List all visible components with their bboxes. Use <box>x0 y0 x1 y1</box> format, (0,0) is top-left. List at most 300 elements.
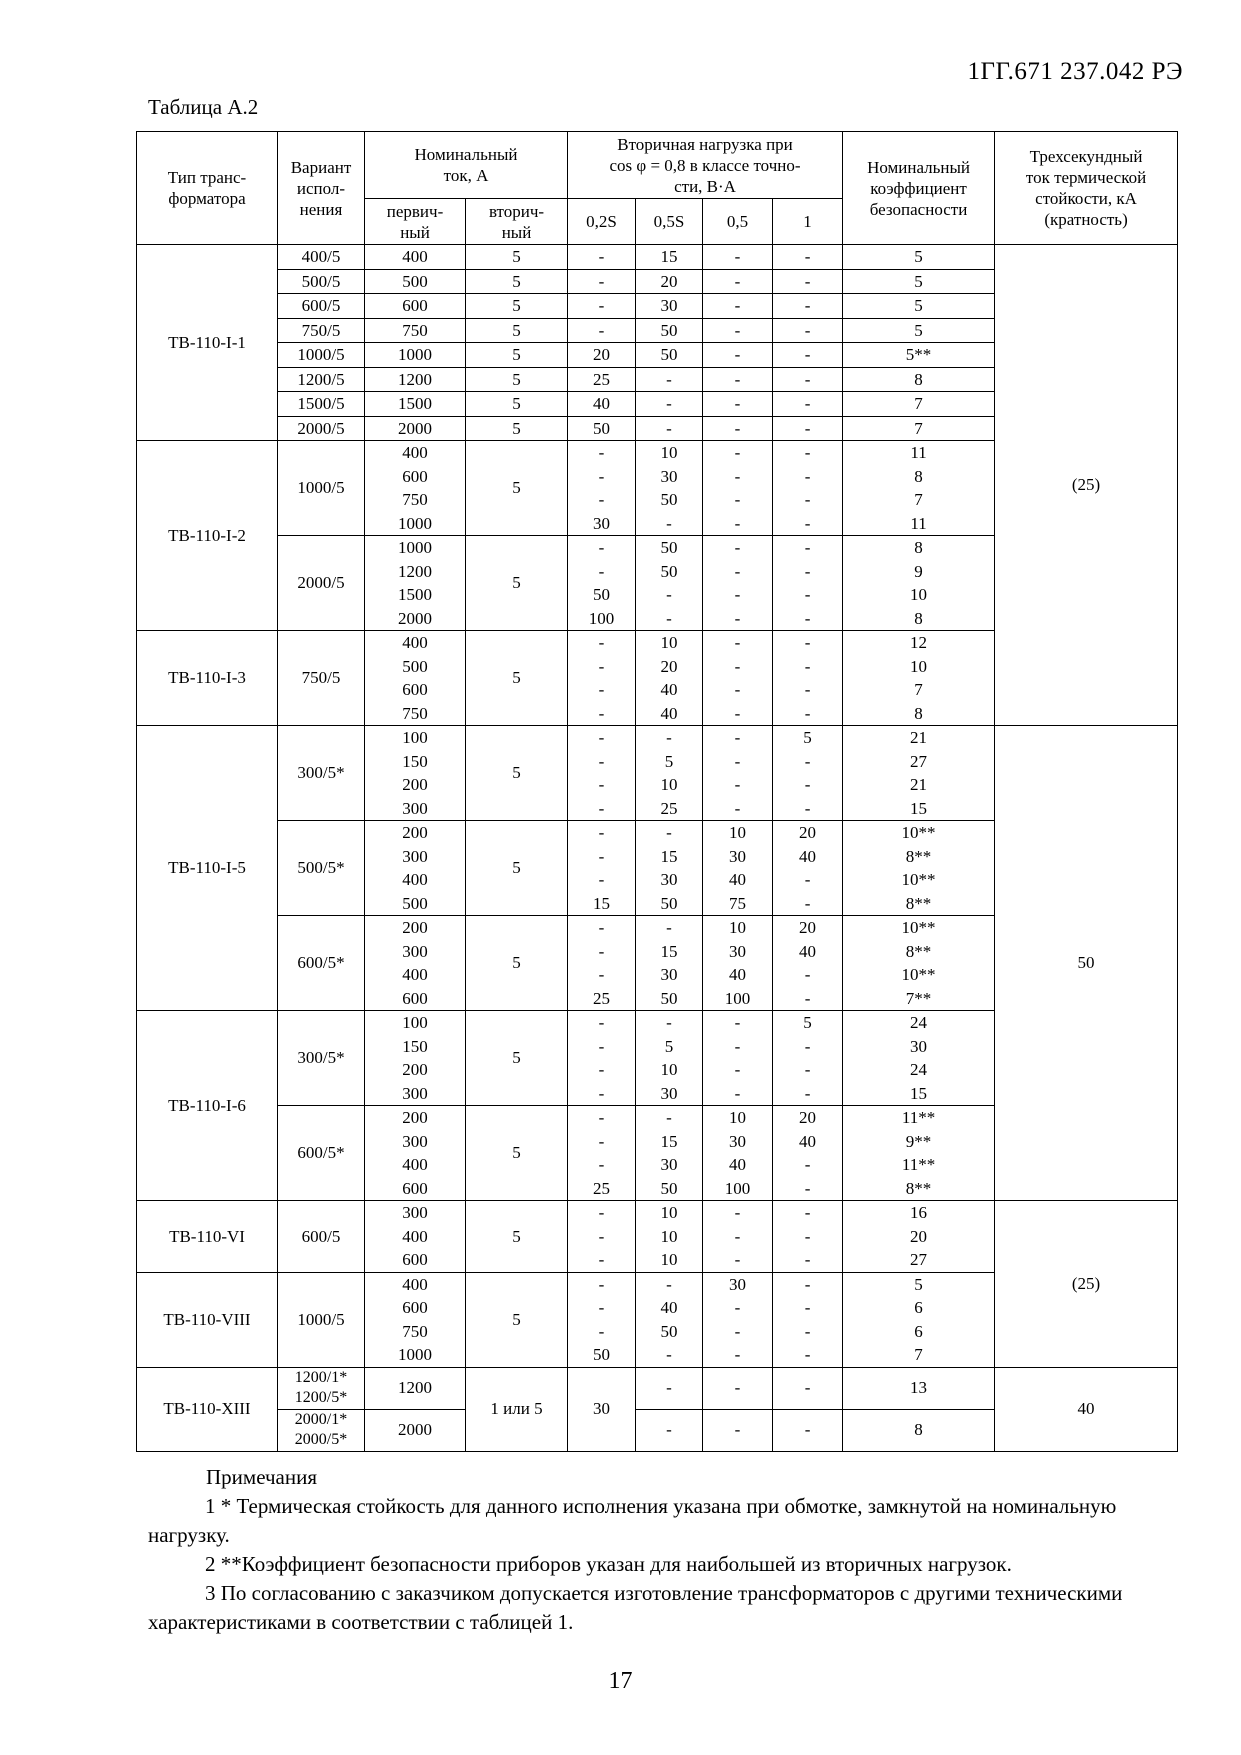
load-1-value: - <box>804 320 811 340</box>
load-1-cell <box>773 367 843 392</box>
load-0-2s-value: - <box>598 1298 605 1317</box>
load-0-5-value: 100 <box>724 1178 751 1198</box>
primary-current-value: 300 <box>402 846 428 866</box>
load-0-5-value: - <box>734 513 741 533</box>
primary-current-value: 100 <box>402 728 428 747</box>
load-0-5-cell: - <box>703 1409 773 1451</box>
safety-factor-value: 9** <box>905 1131 932 1151</box>
load-1-value: - <box>804 585 811 604</box>
secondary-current-cell: 5 <box>466 441 568 536</box>
load-0-5s-cell <box>636 1272 703 1367</box>
load-1-value: - <box>804 775 811 794</box>
safety-factor-value: 11** <box>901 1155 936 1174</box>
load-0-2s-value: 50 <box>593 585 610 604</box>
secondary-current-cell: 5 <box>466 631 568 726</box>
load-0-2s-cell <box>568 1201 636 1273</box>
header-primary-line: первич- <box>386 201 444 221</box>
load-1-cell <box>773 343 843 368</box>
load-0-2s-value: - <box>598 1226 605 1246</box>
load-0-2s-value: - <box>598 1060 605 1079</box>
safety-factor-value: 20 <box>910 1226 928 1246</box>
primary-current-value: 600 <box>402 680 428 699</box>
load-0-2s-value: - <box>598 271 605 291</box>
primary-current-value: 1000 <box>398 513 432 533</box>
load-0-5-cell <box>703 245 773 270</box>
load-1-cell <box>773 269 843 294</box>
header-class-0-5 <box>703 199 773 245</box>
load-0-5s-value: 15 <box>660 846 678 866</box>
load-0-5-value: - <box>734 751 741 771</box>
load-0-5s-value: 15 <box>660 247 678 266</box>
primary-current-value: 200 <box>402 823 428 842</box>
load-0-5s-value: 10 <box>660 443 678 462</box>
load-0-5s-value: 30 <box>660 1155 678 1174</box>
load-1-value: - <box>804 1226 811 1246</box>
load-1-value: 5 <box>803 728 812 747</box>
load-0-2s-value: - <box>598 656 605 676</box>
load-0-2s-value: - <box>598 633 605 652</box>
load-0-5-cell <box>703 294 773 319</box>
load-0-5s-value: 10 <box>660 1226 678 1246</box>
load-1-value: - <box>804 443 811 462</box>
header-primary <box>365 199 466 245</box>
load-0-5-cell <box>703 343 773 368</box>
safety-factor-value: 5 <box>914 320 923 340</box>
load-0-2s-cell <box>568 726 636 821</box>
variant-cell: 300/5* <box>278 1011 365 1106</box>
load-0-5-value: - <box>734 775 741 794</box>
variant-cell: 1200/5 <box>278 367 365 392</box>
header-safety-line: безопасности <box>869 199 968 219</box>
primary-current-cell <box>365 631 466 726</box>
page-number: 17 <box>608 1668 633 1694</box>
load-0-5-value: 40 <box>729 965 746 984</box>
load-0-5s-value: - <box>666 394 672 413</box>
primary-current-value: 400 <box>402 443 428 462</box>
load-1-cell: - <box>773 1409 843 1451</box>
variant-cell: 500/5* <box>278 821 365 916</box>
transformer-type: ТВ-110-I-5 <box>137 726 278 1011</box>
load-0-2s-value: - <box>598 1013 605 1032</box>
load-0-2s-cell <box>568 916 636 1011</box>
header-nominal-current <box>365 132 568 199</box>
primary-current-cell <box>365 245 466 270</box>
secondary-current-cell: 5 <box>466 416 568 441</box>
load-1-cell <box>773 416 843 441</box>
header-variant-line: испол- <box>296 178 346 198</box>
note-2: 2 **Коэффициент безопасности приборов указан для наибольшей из вторичных нагрузок. <box>205 1552 1012 1576</box>
thermal-current-cell: 50 <box>995 726 1178 1201</box>
safety-factor-value: 7 <box>914 490 923 509</box>
safety-factor-cell <box>843 726 995 821</box>
header-class-0-2s-line: 0,2S <box>586 212 617 231</box>
load-1-cell <box>773 821 843 916</box>
load-0-5-value: - <box>734 1345 741 1364</box>
primary-current-value: 1500 <box>398 394 432 413</box>
variant-cell: 600/5* <box>278 1106 365 1201</box>
safety-factor-value: 27 <box>910 1250 928 1269</box>
load-0-5s-value: - <box>666 513 672 533</box>
load-0-2s-value: - <box>598 466 605 486</box>
safety-factor-cell <box>843 441 995 536</box>
safety-factor-value: 5 <box>914 271 923 291</box>
primary-current-value: 750 <box>402 703 428 723</box>
safety-factor-value: 12 <box>910 633 928 652</box>
load-0-5-value: - <box>734 1060 741 1079</box>
safety-factor-cell <box>843 294 995 319</box>
load-0-2s-value: - <box>598 1131 605 1151</box>
safety-factor-value: 5 <box>914 296 923 315</box>
transformer-type: ТВ-110-I-2 <box>137 441 278 631</box>
header-type-line: Тип транс- <box>167 168 247 187</box>
header-variant <box>278 132 365 245</box>
load-1-value: - <box>804 1321 811 1341</box>
notes-title: Примечания <box>206 1465 318 1489</box>
table-body <box>137 245 1178 1452</box>
load-1-cell <box>773 1272 843 1367</box>
document-code: 1ГГ.671 237.042 РЭ <box>967 58 1183 85</box>
header-class-1-line: 1 <box>803 212 812 231</box>
safety-factor-value: 10** <box>901 965 936 984</box>
primary-current-value: 100 <box>402 1013 428 1032</box>
primary-current-cell: 1200 <box>365 1367 466 1409</box>
load-0-2s-value: - <box>598 846 605 866</box>
secondary-current-cell: 5 <box>466 916 568 1011</box>
load-0-2s-value: - <box>598 680 605 699</box>
primary-current-value: 500 <box>402 656 428 676</box>
load-0-2s-value: - <box>598 775 605 794</box>
load-0-5s-value: - <box>666 1274 672 1294</box>
transformer-type: ТВ-110-VI <box>137 1201 278 1273</box>
load-0-5-value: 10 <box>729 918 746 937</box>
safety-factor-value: 11** <box>901 1108 936 1127</box>
safety-factor-value: 8 <box>914 608 923 628</box>
primary-current-value: 150 <box>402 751 428 771</box>
load-0-2s-cell: 30 <box>568 1367 636 1451</box>
primary-current-value: 1000 <box>398 538 432 557</box>
load-1-cell <box>773 392 843 417</box>
load-1-cell <box>773 631 843 726</box>
load-1-cell <box>773 441 843 536</box>
load-0-5s-value: 20 <box>660 656 678 676</box>
safety-factor-value: 15 <box>910 798 928 818</box>
header-load <box>568 132 843 199</box>
load-0-2s-value: - <box>598 538 605 557</box>
primary-current-value: 200 <box>402 775 428 794</box>
load-0-5s-cell <box>636 416 703 441</box>
load-0-2s-value: - <box>598 296 605 315</box>
load-0-2s-value: - <box>598 870 605 889</box>
load-0-5s-value: 10 <box>660 775 678 794</box>
header-class-0-5s-line: 0,5S <box>653 212 685 231</box>
load-0-5-value: - <box>734 1013 741 1032</box>
primary-current-value: 2000 <box>398 418 432 438</box>
secondary-current-cell: 5 <box>466 536 568 631</box>
load-0-5-value: - <box>734 490 741 509</box>
load-0-5s-value: 25 <box>660 798 678 818</box>
spec-table-container <box>136 131 1177 1452</box>
load-0-5s-value: 50 <box>660 345 678 364</box>
safety-factor-value: 8 <box>914 703 923 723</box>
primary-current-cell <box>365 343 466 368</box>
load-0-5-value: - <box>734 296 741 315</box>
load-0-5s-value: 5 <box>664 751 674 771</box>
safety-factor-value: 8 <box>914 538 923 557</box>
load-0-5s-value: 30 <box>660 296 678 315</box>
safety-factor-cell <box>843 392 995 417</box>
primary-current-value: 1200 <box>398 369 432 389</box>
header-type <box>137 132 278 245</box>
primary-current-cell <box>365 441 466 536</box>
variant-cell: 1000/5 <box>278 343 365 368</box>
load-1-value: - <box>804 1274 811 1294</box>
load-1-value: - <box>804 296 811 315</box>
header-load-line: сти, В·А <box>674 176 736 196</box>
load-0-5s-value: 30 <box>660 965 678 984</box>
load-0-5-value: 10 <box>729 823 746 842</box>
primary-current-value: 1000 <box>398 1345 432 1364</box>
secondary-current-cell: 5 <box>466 1106 568 1201</box>
header-primary-line: ный <box>400 222 430 242</box>
load-0-5s-value: 40 <box>660 1298 678 1317</box>
load-0-2s-value: - <box>598 1155 605 1174</box>
load-0-5-value: - <box>734 561 741 581</box>
load-0-5-cell <box>703 318 773 343</box>
load-0-2s-cell <box>568 343 636 368</box>
safety-factor-value: 30 <box>910 1036 928 1056</box>
safety-factor-value: 8** <box>905 1178 932 1198</box>
header-variant-line: Вариант <box>290 157 352 177</box>
load-0-5s-cell <box>636 1011 703 1106</box>
load-0-5s-value: 10 <box>660 1250 678 1269</box>
load-1-cell <box>773 318 843 343</box>
load-0-5-value: - <box>734 538 741 557</box>
safety-factor-cell <box>843 416 995 441</box>
primary-current-value: 600 <box>402 296 428 315</box>
variant-cell: 2000/5 <box>278 416 365 441</box>
variant-cell: 750/5 <box>278 318 365 343</box>
secondary-current-cell: 5 <box>466 726 568 821</box>
load-0-2s-cell <box>568 1011 636 1106</box>
primary-current-value: 300 <box>402 1131 428 1151</box>
load-0-5s-cell <box>636 318 703 343</box>
load-0-5s-value: 10 <box>660 1060 678 1079</box>
load-0-5-value: - <box>734 633 741 652</box>
load-1-cell <box>773 536 843 631</box>
safety-factor-value: 6 <box>914 1321 923 1341</box>
primary-current-value: 500 <box>402 271 428 291</box>
primary-current-cell: 2000 <box>365 1409 466 1451</box>
load-1-value: - <box>804 561 811 581</box>
secondary-current-cell: 5 <box>466 1011 568 1106</box>
load-1-cell <box>773 916 843 1011</box>
table-row <box>137 1201 1178 1273</box>
load-0-2s-cell <box>568 1106 636 1201</box>
variant-cell: 1000/5 <box>278 1272 365 1367</box>
load-0-5s-cell <box>636 631 703 726</box>
table-row <box>137 726 1178 821</box>
load-1-value: - <box>804 1060 811 1079</box>
primary-current-value: 600 <box>402 988 428 1008</box>
load-0-2s-value: 25 <box>593 988 610 1008</box>
load-0-5s-value: 50 <box>660 1321 678 1341</box>
load-0-5-value: - <box>734 1250 741 1269</box>
header-thermal <box>995 132 1178 245</box>
load-1-cell <box>773 726 843 821</box>
load-0-2s-value: 20 <box>593 345 610 364</box>
variant-cell: 1500/5 <box>278 392 365 417</box>
primary-current-value: 300 <box>402 798 428 818</box>
variant-cell: 300/5* <box>278 726 365 821</box>
load-0-5s-cell <box>636 294 703 319</box>
variant-cell-line: 2000/5* <box>294 1431 348 1448</box>
load-0-2s-value: 30 <box>593 513 610 533</box>
safety-factor-value: 9 <box>914 561 923 581</box>
load-1-cell <box>773 1201 843 1273</box>
load-0-2s-cell <box>568 441 636 536</box>
safety-factor-cell <box>843 631 995 726</box>
primary-current-value: 400 <box>402 633 428 652</box>
load-0-5s-value: 50 <box>660 538 678 557</box>
load-0-5s-cell <box>636 392 703 417</box>
primary-current-value: 500 <box>402 893 428 913</box>
load-1-value: - <box>804 703 811 723</box>
header-thermal-line: стойкости, кА <box>1035 189 1137 208</box>
header-load-line: Вторичная нагрузка при <box>617 134 793 154</box>
primary-current-value: 300 <box>402 1083 428 1103</box>
primary-current-cell <box>365 821 466 916</box>
load-0-2s-value: - <box>598 1108 605 1127</box>
safety-factor-cell: 13 <box>843 1367 995 1409</box>
load-1-value: - <box>804 798 811 818</box>
load-1-value: - <box>804 345 811 364</box>
load-1-value: 20 <box>799 823 817 842</box>
primary-current-value: 750 <box>402 490 428 509</box>
load-1-value: - <box>804 1155 811 1174</box>
load-0-5s-cell <box>636 916 703 1011</box>
variant-cell-line: 2000/1* <box>294 1411 348 1428</box>
load-0-5-value: - <box>734 703 741 723</box>
load-0-5s-value: 40 <box>660 703 678 723</box>
load-1-value: 20 <box>799 918 817 937</box>
load-0-5-value: - <box>734 394 741 413</box>
load-0-2s-cell <box>568 318 636 343</box>
variant-cell: 1000/5 <box>278 441 365 536</box>
header-class-0-2s <box>568 199 636 245</box>
load-1-cell <box>773 1011 843 1106</box>
load-0-2s-value: 100 <box>588 608 615 628</box>
load-0-5-value: 30 <box>729 1274 746 1294</box>
load-0-2s-value: - <box>598 490 605 509</box>
load-0-5s-value: - <box>666 608 672 628</box>
load-0-2s-value: 50 <box>593 418 610 438</box>
secondary-current-cell: 5 <box>466 392 568 417</box>
primary-current-cell <box>365 726 466 821</box>
safety-factor-value: 7 <box>914 394 923 413</box>
load-0-5-value: - <box>734 1083 741 1103</box>
thermal-current-cell: (25) <box>995 245 1178 726</box>
primary-current-value: 1200 <box>398 561 432 581</box>
load-1-value: - <box>804 870 811 889</box>
safety-factor-value: 15 <box>910 1083 928 1103</box>
primary-current-value: 600 <box>402 1250 428 1269</box>
load-1-value: - <box>804 751 811 771</box>
load-0-5s-value: 15 <box>660 1131 678 1151</box>
load-1-value: - <box>804 369 811 389</box>
safety-factor-value: 6 <box>914 1298 923 1317</box>
load-0-2s-value: - <box>598 1083 605 1103</box>
thermal-current-cell: 40 <box>995 1367 1178 1451</box>
safety-factor-value: 7 <box>914 680 923 699</box>
load-0-2s-cell <box>568 294 636 319</box>
load-0-5s-cell: - <box>636 1409 703 1451</box>
load-1-value: - <box>804 965 811 984</box>
header-nominal-current-line: ток, А <box>443 166 489 185</box>
primary-current-cell <box>365 392 466 417</box>
load-0-5s-value: 30 <box>660 1083 678 1103</box>
variant-cell <box>278 1409 365 1451</box>
load-0-5-value: 40 <box>729 870 746 889</box>
variant-cell: 500/5 <box>278 269 365 294</box>
load-0-5s-value: - <box>666 918 672 937</box>
load-0-5-value: - <box>734 680 741 699</box>
load-0-5s-value: 20 <box>660 271 678 291</box>
load-0-2s-value: - <box>598 247 605 266</box>
load-0-5-cell <box>703 631 773 726</box>
safety-factor-value: 7 <box>914 418 923 438</box>
load-0-5-cell <box>703 726 773 821</box>
load-1-value: - <box>804 271 811 291</box>
primary-current-value: 400 <box>402 1274 428 1294</box>
load-0-5-value: - <box>734 271 741 291</box>
load-0-5s-value: 50 <box>660 988 678 1008</box>
load-0-5s-value: 40 <box>660 680 678 699</box>
primary-current-value: 600 <box>402 1178 428 1198</box>
safety-factor-value: 24 <box>910 1013 928 1032</box>
load-1-value: - <box>804 490 811 509</box>
primary-current-value: 300 <box>402 1203 428 1222</box>
load-0-5s-value: 50 <box>660 893 678 913</box>
load-0-2s-cell <box>568 821 636 916</box>
primary-current-value: 1500 <box>398 585 432 604</box>
primary-current-value: 600 <box>402 1298 428 1317</box>
primary-current-value: 400 <box>402 1226 428 1246</box>
primary-current-value: 750 <box>402 1321 428 1341</box>
load-0-5-cell <box>703 416 773 441</box>
load-0-5-value: - <box>734 369 741 389</box>
load-0-5s-value: - <box>666 1013 672 1032</box>
primary-current-value: 300 <box>402 941 428 961</box>
primary-current-cell <box>365 1201 466 1273</box>
load-0-5s-cell <box>636 821 703 916</box>
load-0-5s-cell <box>636 536 703 631</box>
load-0-5-value: 100 <box>724 988 751 1008</box>
table-header <box>137 132 1178 245</box>
secondary-current-cell: 5 <box>466 343 568 368</box>
load-0-5s-cell <box>636 367 703 392</box>
header-class-0-5s <box>636 199 703 245</box>
safety-factor-value: 8** <box>905 893 932 913</box>
table-caption: Таблица А.2 <box>148 95 259 119</box>
load-0-5-value: - <box>734 585 741 604</box>
load-1-value: - <box>804 633 811 652</box>
safety-factor-cell <box>843 1106 995 1201</box>
primary-current-value: 200 <box>402 918 428 937</box>
primary-current-cell <box>365 269 466 294</box>
header-class-1 <box>773 199 843 245</box>
load-0-2s-cell <box>568 367 636 392</box>
load-0-2s-cell <box>568 392 636 417</box>
